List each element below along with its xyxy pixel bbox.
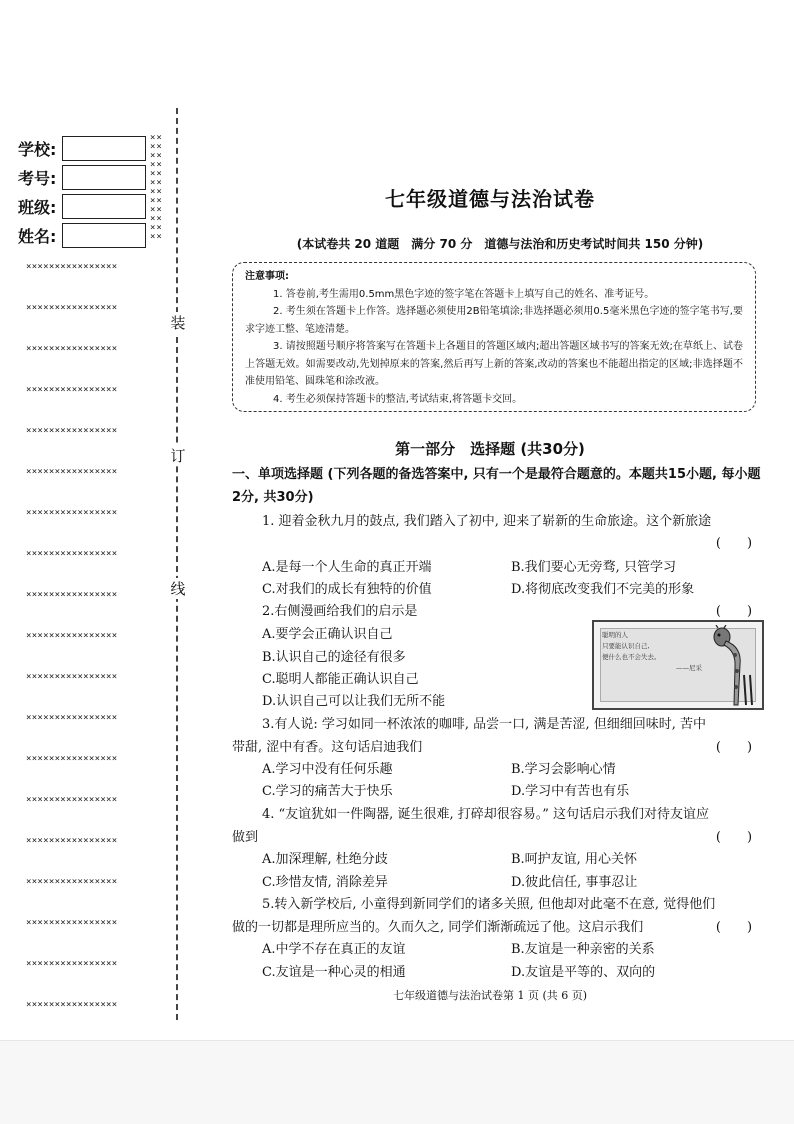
question-5-stem-2: 做的一切都是理所应当的。久而久之, 同学们渐渐疏远了他。这启示我们 — [232, 920, 644, 935]
school-input-box[interactable] — [62, 136, 146, 161]
page-gap — [0, 1040, 794, 1124]
question-3-stem-2: 带甜, 涩中有香。这句话启迪我们 — [232, 740, 423, 755]
section-heading: 一、单项选择题 (下列各题的备选答案中, 只有一个是最符合题意的。本题共15小题, 每小题2分, 共30分) — [232, 467, 761, 505]
school-label: 学校: — [18, 139, 57, 159]
cartoon-caption-line: 只要能认识自己, — [602, 642, 650, 650]
name-field — [18, 222, 146, 248]
giraffe-icon — [702, 625, 758, 707]
page-footer: 七年级道德与法治试卷第 1 页 (共 6 页) — [392, 989, 588, 1002]
x-marks: ×× — [150, 205, 163, 215]
x-marks: ×× — [150, 151, 163, 161]
x-marks: ×× — [150, 133, 163, 143]
cartoon-caption-line: 便什么也不会失去。 — [602, 653, 661, 661]
answer-paren-5: ( ) — [715, 920, 753, 935]
cartoon-caption-line: 聪明的人 — [602, 631, 628, 639]
part-title: 第一部分 选择题 (共30分) — [395, 440, 585, 458]
question-3-stem-1: 3.有人说: 学习如同一杯浓浓的咖啡, 品尝一口, 满是苦涩, 但细细回味时, 苦中 — [262, 717, 706, 732]
q2-option-a: A.要学会正确认识自己 — [262, 627, 393, 642]
exam-number-field — [18, 164, 146, 190]
answer-paren-1: ( ) — [715, 536, 753, 551]
class-label: 班级: — [18, 197, 57, 217]
giraffe-cartoon — [592, 620, 764, 710]
x-marks-row: ×××××××××××××××× — [26, 1000, 118, 1010]
q2-option-d: D.认识自己可以让我们无所不能 — [262, 694, 446, 709]
notice-box — [232, 262, 756, 412]
x-marks-row: ×××××××××××××××× — [26, 795, 118, 805]
x-marks: ×× — [150, 196, 163, 206]
question-4-stem-2: 做到 — [232, 830, 259, 845]
q3-option-b: B.学习会影响心情 — [511, 762, 616, 777]
x-marks-row: ×××××××××××××××× — [26, 754, 118, 764]
q1-option-b: B.我们要心无旁骛, 只管学习 — [511, 560, 676, 575]
cartoon-caption-line: ——尼采 — [676, 664, 702, 672]
cut-word-xian: 线 — [168, 578, 188, 599]
q4-option-a: A.加深理解, 杜绝分歧 — [262, 852, 388, 867]
exam-title: 七年级道德与法治试卷 — [385, 187, 595, 211]
binding-cut-line — [176, 108, 178, 1020]
x-marks: ×× — [150, 169, 163, 179]
x-marks-row: ×××××××××××××××× — [26, 631, 118, 641]
school-field — [18, 135, 146, 161]
q1-option-c: C.对我们的成长有独特的价值 — [262, 582, 432, 597]
x-marks-row: ×××××××××××××××× — [26, 426, 118, 436]
q4-option-b: B.呵护友谊, 用心关怀 — [511, 852, 637, 867]
x-marks: ×× — [150, 223, 163, 233]
q2-option-c: C.聪明人都能正确认识自己 — [262, 672, 419, 687]
question-2-stem: 2.右侧漫画给我们的启示是 — [262, 604, 418, 619]
exam-number-label: 考号: — [18, 168, 57, 188]
q1-option-a: A.是每一个人生命的真正开端 — [262, 560, 432, 575]
x-marks-row: ×××××××××××××××× — [26, 836, 118, 846]
cut-word-ding: 订 — [168, 445, 188, 466]
notice-heading: 注意事项: — [245, 271, 289, 282]
x-marks: ×× — [150, 214, 163, 224]
x-marks-row: ×××××××××××××××× — [26, 344, 118, 354]
exam-subtitle: (本试卷共 20 道题 满分 70 分 道德与法治和历史考试时间共 150 分钟) — [296, 237, 704, 251]
q2-option-b: B.认识自己的途径有很多 — [262, 650, 406, 665]
notice-item: 2. 考生须在答题卡上作答。选择题必须使用2B铅笔填涂;非选择题必须用0.5毫米黑色字迹的签字笔书写,要求字迹工整、笔迹清楚。 — [245, 306, 743, 335]
x-marks-row: ×××××××××××××××× — [26, 959, 118, 969]
class-input-box[interactable] — [62, 194, 146, 219]
x-marks-row: ×××××××××××××××× — [26, 385, 118, 395]
answer-paren-4: ( ) — [715, 830, 753, 845]
x-marks-column — [150, 134, 163, 242]
x-marks-row: ×××××××××××××××× — [26, 467, 118, 477]
x-marks: ×× — [150, 187, 163, 197]
q5-option-c: C.友谊是一种心灵的相通 — [262, 965, 406, 980]
question-4-stem-1: 4. “友谊犹如一件陶器, 诞生很难, 打碎却很容易。” 这句话启示我们对待友谊应 — [262, 807, 709, 822]
x-marks-row: ×××××××××××××××× — [26, 672, 118, 682]
x-marks-row: ×××××××××××××××× — [26, 262, 118, 272]
q4-option-d: D.彼此信任, 事事忍让 — [511, 875, 638, 890]
answer-paren-3: ( ) — [715, 740, 753, 755]
question-5-stem-1: 5.转入新学校后, 小童得到新同学们的诸多关照, 但他却对此毫不在意, 觉得他们 — [262, 897, 716, 912]
cartoon-caption — [602, 630, 702, 674]
x-marks: ×× — [150, 142, 163, 152]
x-marks: ×× — [150, 160, 163, 170]
q5-option-d: D.友谊是平等的、双向的 — [511, 965, 656, 980]
x-marks: ×× — [150, 232, 163, 242]
q1-option-d: D.将彻底改变我们不完美的形象 — [511, 582, 695, 597]
x-marks-row: ×××××××××××××××× — [26, 918, 118, 928]
exam-number-input-box[interactable] — [62, 165, 146, 190]
q5-option-b: B.友谊是一种亲密的关系 — [511, 942, 655, 957]
x-marks-row: ×××××××××××××××× — [26, 877, 118, 887]
cut-word-zhuang: 装 — [168, 312, 188, 333]
x-marks-row: ×××××××××××××××× — [26, 549, 118, 559]
x-marks: ×× — [150, 178, 163, 188]
class-field — [18, 193, 146, 219]
question-1-stem: 1. 迎着金秋九月的鼓点, 我们踏入了初中, 迎来了崭新的生命旅途。这个新旅途 — [262, 514, 712, 529]
q5-option-a: A.中学不存在真正的友谊 — [262, 942, 406, 957]
x-marks-row: ×××××××××××××××× — [26, 303, 118, 313]
notice-item: 4. 考生必须保持答题卡的整洁,考试结束,将答题卡交回。 — [273, 393, 523, 405]
x-marks-row: ×××××××××××××××× — [26, 713, 118, 723]
q4-option-c: C.珍惜友情, 消除差异 — [262, 875, 388, 890]
q3-option-c: C.学习的痛苦大于快乐 — [262, 784, 393, 799]
notice-item: 3. 请按照题号顺序将答案写在答题卡上各题目的答题区域内;超出答题区域书写的答案无效;在草纸上、试卷上答题无效。如需要改动,先划掉原来的答案,然后再写上新的答案,改动的答案也不能超出指定的区域;非选择题不准使用铅笔、圆珠笔和涂改液。 — [245, 341, 743, 387]
name-input-box[interactable] — [62, 223, 146, 248]
x-marks-row: ×××××××××××××××× — [26, 590, 118, 600]
x-marks-row: ×××××××××××××××× — [26, 508, 118, 518]
q3-option-a: A.学习中没有任何乐趣 — [262, 762, 393, 777]
notice-item: 1. 答卷前,考生需用0.5mm黑色字迹的签字笔在答题卡上填写自己的姓名、准考证号。 — [273, 288, 655, 300]
q3-option-d: D.学习中有苦也有乐 — [511, 784, 630, 799]
answer-paren-2: ( ) — [715, 604, 753, 619]
name-label: 姓名: — [18, 226, 57, 246]
